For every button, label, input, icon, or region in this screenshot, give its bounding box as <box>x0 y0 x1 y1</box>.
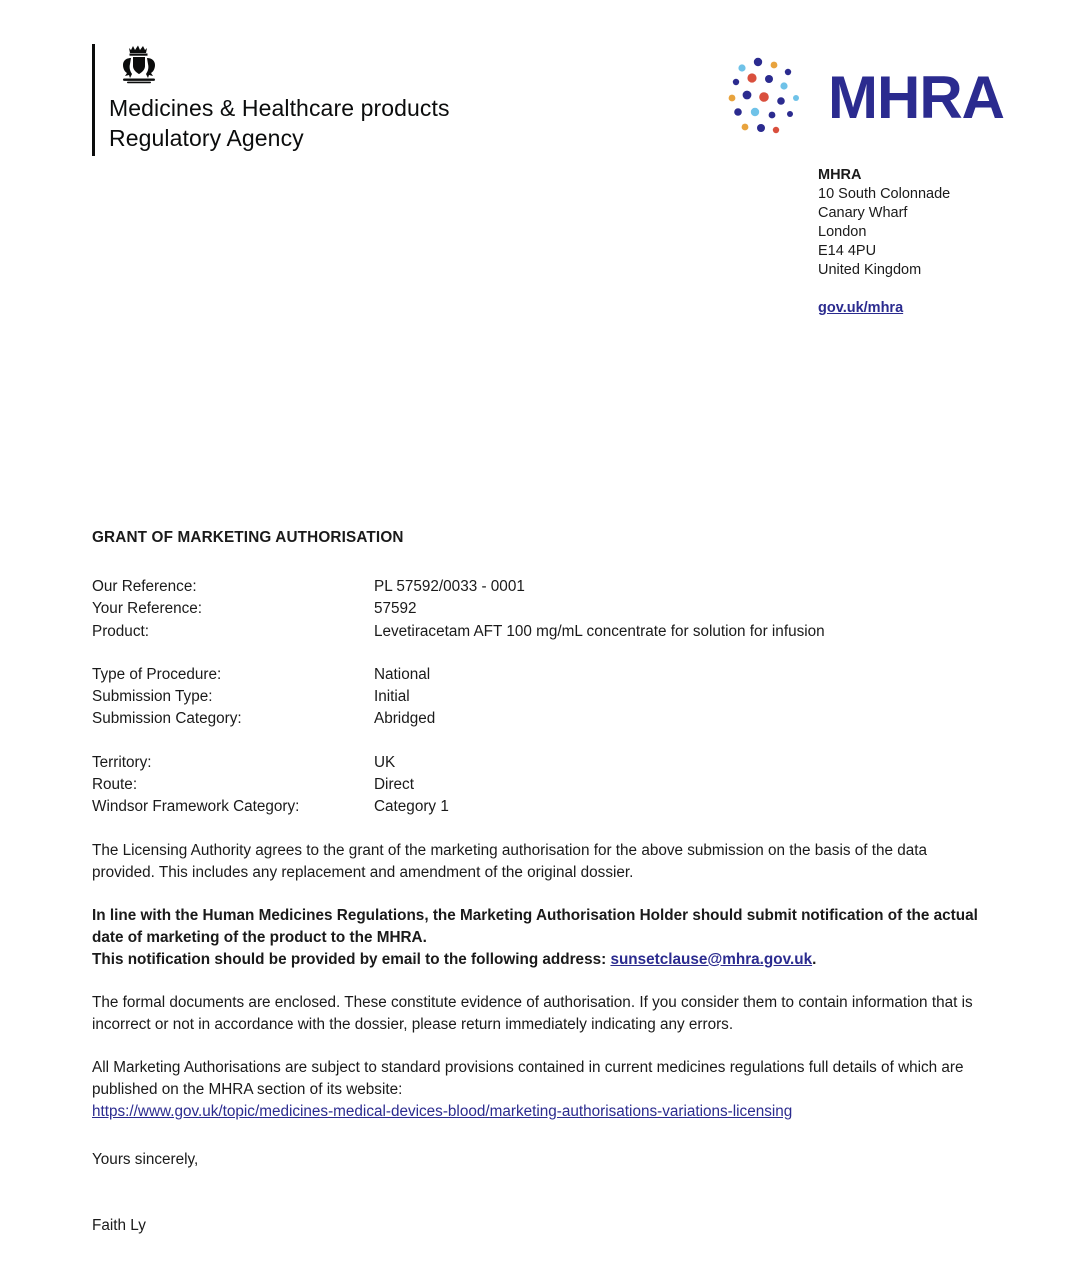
mhra-logo <box>726 54 1004 142</box>
field-label: Type of Procedure: <box>92 665 222 683</box>
page-title: GRANT OF MARKETING AUTHORISATION <box>92 529 404 546</box>
field-label: Your Reference: <box>92 600 202 618</box>
paragraph-notification-bold: In line with the Human Medicines Regulations, the Marketing Authorisation Holder should submit notification of the actual date of marketing of the product to the MHRA. <box>92 906 978 946</box>
address-line-2: Canary Wharf <box>818 205 908 221</box>
sender-address <box>818 166 950 318</box>
field-row <box>92 686 992 708</box>
field-label: Territory: <box>92 753 152 771</box>
field-row <box>92 598 992 620</box>
address-country: United Kingdom <box>818 262 922 278</box>
field-row <box>92 621 992 643</box>
agency-name <box>109 93 612 153</box>
field-label: Submission Type: <box>92 688 213 706</box>
agency-identity-block <box>92 44 612 156</box>
field-value: UK <box>374 753 396 771</box>
paragraph-agreement: The Licensing Authority agrees to the grant of the marketing authorisation for the above submission on the basis of the data provided. This includes any replacement and amendment of the original dossier. <box>92 841 928 881</box>
field-value: PL 57592/0033 - 0001 <box>374 578 525 595</box>
address-organisation: MHRA <box>818 167 862 183</box>
procedure-field-group <box>92 664 992 731</box>
notification-email-suffix: . <box>812 950 817 968</box>
field-row <box>92 708 992 730</box>
field-value: 57592 <box>374 600 417 618</box>
reference-field-group <box>92 576 992 643</box>
field-value: Initial <box>374 688 410 706</box>
field-value: Abridged <box>374 710 436 728</box>
field-row <box>92 796 992 818</box>
address-postcode: E14 4PU <box>818 243 877 259</box>
territory-field-group <box>92 752 992 819</box>
mhra-dot-burst-icon <box>726 54 822 142</box>
paragraph-notification-email-line <box>92 949 992 971</box>
field-label: Product: <box>92 622 149 640</box>
field-value: Direct <box>374 776 414 794</box>
field-label: Our Reference: <box>92 578 197 595</box>
field-row <box>92 664 992 686</box>
standard-provisions-link-line <box>92 1101 992 1123</box>
agency-name-line-1: Medicines & Healthcare products <box>109 95 450 121</box>
royal-coat-of-arms-icon <box>111 44 612 89</box>
address-line-3: London <box>818 224 867 240</box>
address-line-1: 10 South Colonnade <box>818 186 951 202</box>
agency-website-link[interactable]: gov.uk/mhra <box>818 300 904 316</box>
signatory-name: Faith Ly <box>92 1216 146 1234</box>
field-value: National <box>374 665 431 683</box>
sunsetclause-email-link[interactable]: sunsetclause@mhra.gov.uk <box>610 950 813 968</box>
field-value: Category 1 <box>374 798 449 816</box>
field-label: Route: <box>92 776 138 794</box>
field-label: Windsor Framework Category: <box>92 798 300 816</box>
agency-name-line-2: Regulatory Agency <box>109 125 304 151</box>
marketing-authorisations-guidance-link[interactable]: https://www.gov.uk/topic/medicines-medical-devices-blood/marketing-authorisations-variations-licensing <box>92 1102 793 1120</box>
notification-email-prefix: This notification should be provided by email to the following address: <box>92 950 607 968</box>
field-row <box>92 752 992 774</box>
field-label: Submission Category: <box>92 710 242 728</box>
mhra-wordmark: MHRA <box>828 64 1004 131</box>
field-row <box>92 774 992 796</box>
field-value: Levetiracetam AFT 100 mg/mL concentrate for solution for infusion <box>374 622 825 640</box>
paragraph-formal-documents: The formal documents are enclosed. These constitute evidence of authorisation. If you consider them to contain information that is incorrect or not in accordance with the dossier, please return immediately indicating any errors. <box>92 993 973 1033</box>
letterhead <box>92 44 1004 164</box>
signoff-text: Yours sincerely, <box>92 1150 199 1168</box>
paragraph-standard-provisions: All Marketing Authorisations are subject to standard provisions contained in current medicines regulations full details of which are published on the MHRA section of its website: <box>92 1058 964 1098</box>
letter-body <box>92 527 992 1237</box>
field-row <box>92 576 992 598</box>
